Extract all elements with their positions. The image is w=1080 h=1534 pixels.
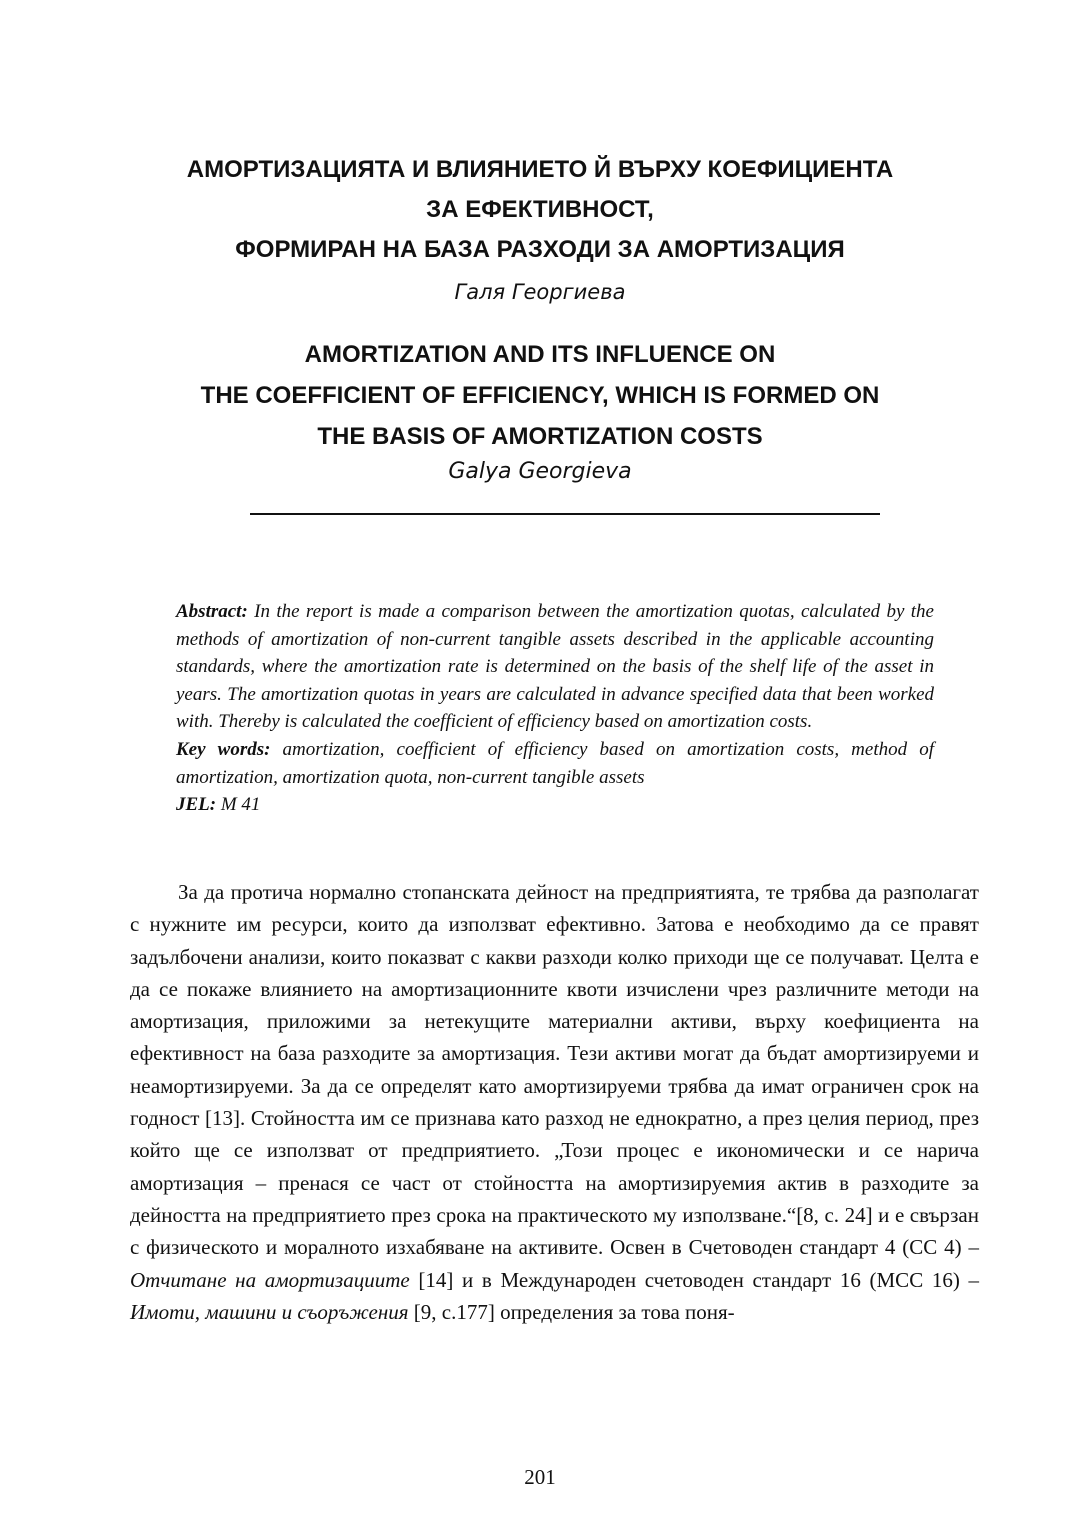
author-bulgarian: Галя Георгиева [454,280,626,304]
abstract-paragraph [176,598,934,736]
title-english [120,334,960,457]
abstract-label: Abstract: [176,601,248,622]
body-paragraph-end: [9, с.177] определения за това поня- [408,1299,735,1324]
title-bulgarian [120,150,960,270]
body-paragraph [130,876,979,1328]
author-english: Galya Georgieva [448,459,632,484]
title-bg-line-3: ФОРМИРАН НА БАЗА РАЗХОДИ ЗА АМОРТИЗАЦИЯ [235,236,845,263]
jel-paragraph [176,791,934,819]
title-divider [250,513,880,515]
title-en-line-1: AMORTIZATION AND ITS INFLUENCE ON [304,341,776,368]
abstract-section [176,598,934,819]
ias-16-title: Имоти, машини и съоръжения [130,1299,409,1324]
abstract-text: In the report is made a comparison between the amortization quotas, calculated by the methods of amortization of non-current tangible assets described in the applicable accounting standards, where the amortization rate is determined on the basis of the shelf life of the asset in years. The amortization quotas in years are calculated in advance specified data that been worked with. Thereby is calculated the coefficient of efficiency based on amortization costs. [176,601,934,733]
keywords-text: amortization, coefficient of efficiency based on amortization costs, method of amortization, amortization quota, non-current tangible assets [176,738,934,788]
title-bg-line-1: АМОРТИЗАЦИЯТА И ВЛИЯНИЕТО Й ВЪРХУ КОЕФИЦИЕНТА [186,156,894,183]
page-number: 201 [524,1465,556,1489]
body-paragraph-text: За да протича нормално стопанската дейност на предприятията, те трябва да разполагат с нужните им ресурси, които да използват ефективно. Затова е необходимо да се правят задълбочени анализи, които показват с какви разходи колко приходи ще се получават. Целта е да се покаже влиянието на амортизационните квоти изчислени чрез различните методи на амортизация, приложими за нетекущите материални активи, върху коефициента на ефективност на база разходите за амортизация. Тези активи могат да бъдат амортизируеми и неамортизируеми. За да се определят като амортизируеми трябва да имат ограничен срок на годност [13]. Стойността им се признава като разход не еднократно, а през целия период, през който ще се използват от предприятието. „Този процес е икономически и се нарича амортизация – пренася се част от стойността на амортизируемия актив в разходите за дейността на предприятието през срока на практическото му използване.“[8, с. 24] и е свързан с физическото и моралното изхабяване на активите. Освен в Счетоводен стандарт 4 (СС 4) – [130,880,979,1260]
keywords-label: Key words: [176,738,271,760]
title-en-line-2: THE COEFFICIENT OF EFFICIENCY, WHICH IS FORMED ON [200,382,880,409]
jel-code: M 41 [220,794,261,816]
body-text [130,876,979,1328]
title-en-line-3: THE BASIS OF AMORTIZATION COSTS [317,423,763,450]
jel-label: JEL: [176,794,217,816]
body-paragraph-mid: [14] и в Международен счетоводен стандарт 16 (МСС 16) – [409,1267,980,1292]
title-bg-line-2: ЗА ЕФЕКТИВНОСТ, [426,196,654,223]
standard-4-title: Отчитане на амортизациите [130,1267,410,1292]
keywords-paragraph [176,736,934,791]
